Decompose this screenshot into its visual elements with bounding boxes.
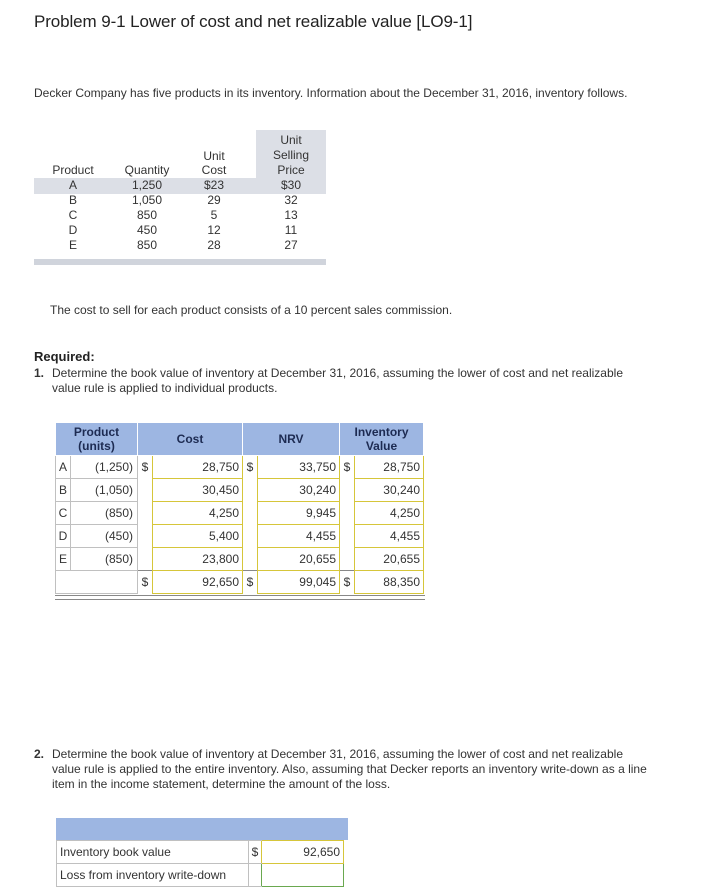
cost-input[interactable]: 5,400 bbox=[153, 525, 243, 548]
total-nrv-input[interactable]: 99,045 bbox=[258, 571, 340, 594]
unit-cost-header-line2: Cost bbox=[201, 163, 227, 177]
nrv-input[interactable]: 4,455 bbox=[258, 525, 340, 548]
currency-sign: $ bbox=[340, 571, 355, 594]
row-letter: E bbox=[56, 548, 71, 571]
price-cell: $30 bbox=[280, 178, 302, 192]
product-column bbox=[38, 178, 108, 253]
table-row bbox=[57, 864, 344, 887]
entire-inventory-table bbox=[56, 818, 348, 887]
required-heading: Required: bbox=[34, 349, 95, 364]
question-number: 1. bbox=[34, 366, 45, 380]
price-cell: 32 bbox=[284, 193, 298, 207]
currency-sign: $ bbox=[141, 460, 149, 475]
table-footer-band bbox=[34, 259, 326, 265]
nrv-input[interactable]: 20,655 bbox=[258, 548, 340, 571]
row-units: (850) bbox=[71, 502, 138, 525]
price-header-line2: Selling bbox=[272, 148, 310, 162]
unit-cost-cell: 28 bbox=[207, 238, 221, 252]
total-cost-input[interactable]: 92,650 bbox=[153, 571, 243, 594]
header-line: Value bbox=[365, 439, 398, 453]
row-letter: C bbox=[56, 502, 71, 525]
intro-text: Decker Company has five products in its inventory. Information about the December 31, 2016, inventory follows. bbox=[34, 86, 628, 100]
product-cell: E bbox=[68, 238, 77, 252]
inventory-value-input[interactable]: 4,455 bbox=[355, 525, 424, 548]
unit-cost-cell: 12 bbox=[207, 223, 221, 237]
header-line: (units) bbox=[78, 439, 115, 453]
price-header-line1: Unit bbox=[280, 133, 302, 147]
price-column bbox=[256, 178, 326, 253]
question-text: Determine the book value of inventory at December 31, 2016, assuming the lower of cost and net realizable value rule is applied to the entire inventory. Also, assuming that Decker reports an inventory write-down as a line item in the income statement, determine the amount of the loss. bbox=[52, 747, 647, 791]
quantity-header: Quantity bbox=[124, 163, 170, 177]
cost-header: Cost bbox=[138, 423, 243, 456]
inventory-value-header bbox=[340, 423, 424, 456]
price-cell: 27 bbox=[284, 238, 298, 252]
lcnrv-answer-table bbox=[55, 422, 425, 600]
currency-sign: $ bbox=[246, 460, 254, 475]
price-header-line3: Price bbox=[277, 163, 305, 177]
table-row bbox=[56, 525, 424, 548]
row-units: (1,250) bbox=[71, 456, 138, 479]
loss-writedown-input[interactable] bbox=[262, 864, 344, 887]
total-inventory-value-input[interactable]: 88,350 bbox=[355, 571, 424, 594]
row-letter: D bbox=[56, 525, 71, 548]
price-cell: 11 bbox=[284, 223, 298, 237]
unit-cost-cell: 5 bbox=[210, 208, 218, 222]
row-label: Loss from inventory write-down bbox=[57, 864, 249, 887]
question-1 bbox=[34, 366, 654, 396]
currency-sign: $ bbox=[249, 841, 262, 864]
question-2 bbox=[34, 747, 674, 792]
unit-cost-column bbox=[184, 178, 244, 253]
quantity-cell: 850 bbox=[136, 208, 158, 222]
quantity-cell: 1,050 bbox=[131, 193, 163, 207]
cost-input[interactable]: 30,450 bbox=[153, 479, 243, 502]
price-cell: 13 bbox=[284, 208, 298, 222]
table-row bbox=[56, 548, 424, 571]
row-letter: B bbox=[56, 479, 71, 502]
row-label: Inventory book value bbox=[57, 841, 249, 864]
unit-cost-header-line1: Unit bbox=[203, 149, 225, 163]
quantity-column bbox=[112, 178, 182, 253]
quantity-cell: 850 bbox=[136, 238, 158, 252]
page-title: Problem 9-1 Lower of cost and net realizable value [LO9-1] bbox=[34, 12, 473, 31]
table-header-band bbox=[56, 818, 348, 840]
quantity-cell: 1,250 bbox=[131, 178, 163, 192]
row-units: (1,050) bbox=[71, 479, 138, 502]
double-underline bbox=[55, 595, 425, 600]
row-units: (450) bbox=[71, 525, 138, 548]
inventory-value-input[interactable]: 20,655 bbox=[355, 548, 424, 571]
table-row bbox=[56, 456, 424, 479]
product-cell: C bbox=[68, 208, 78, 222]
table-row bbox=[56, 502, 424, 525]
header-line: Inventory bbox=[354, 425, 409, 439]
nrv-input[interactable]: 30,240 bbox=[258, 479, 340, 502]
row-letter: A bbox=[56, 456, 71, 479]
currency-sign: $ bbox=[243, 571, 258, 594]
nrv-input[interactable]: 9,945 bbox=[258, 502, 340, 525]
table-row bbox=[56, 479, 424, 502]
currency-sign: $ bbox=[138, 571, 153, 594]
inventory-info-table bbox=[34, 130, 326, 266]
product-cell: B bbox=[68, 193, 77, 207]
currency-sign: $ bbox=[343, 460, 351, 475]
cost-input[interactable]: 4,250 bbox=[153, 502, 243, 525]
product-cell: A bbox=[68, 178, 77, 192]
table-row bbox=[57, 841, 344, 864]
inventory-value-input[interactable]: 30,240 bbox=[355, 479, 424, 502]
question-text: Determine the book value of inventory at December 31, 2016, assuming the lower of cost and net realizable value rule is applied to individual products. bbox=[52, 366, 623, 395]
cost-input[interactable]: 28,750 bbox=[153, 456, 243, 479]
cost-input[interactable]: 23,800 bbox=[153, 548, 243, 571]
unit-cost-cell: 29 bbox=[207, 193, 221, 207]
nrv-header: NRV bbox=[243, 423, 340, 456]
product-cell: D bbox=[68, 223, 78, 237]
unit-cost-cell: $23 bbox=[203, 178, 225, 192]
product-header: Product bbox=[52, 163, 94, 177]
inventory-book-value-input[interactable]: 92,650 bbox=[262, 841, 344, 864]
question-number: 2. bbox=[34, 747, 45, 761]
header-line: Product bbox=[73, 425, 120, 439]
inventory-value-input[interactable]: 4,250 bbox=[355, 502, 424, 525]
row-units: (850) bbox=[71, 548, 138, 571]
cost-to-sell-text: The cost to sell for each product consists of a 10 percent sales commission. bbox=[50, 303, 453, 317]
product-units-header bbox=[56, 423, 138, 456]
totals-row bbox=[56, 571, 424, 594]
nrv-input[interactable]: 33,750 bbox=[258, 456, 340, 479]
inventory-value-input[interactable]: 28,750 bbox=[355, 456, 424, 479]
quantity-cell: 450 bbox=[136, 223, 158, 237]
